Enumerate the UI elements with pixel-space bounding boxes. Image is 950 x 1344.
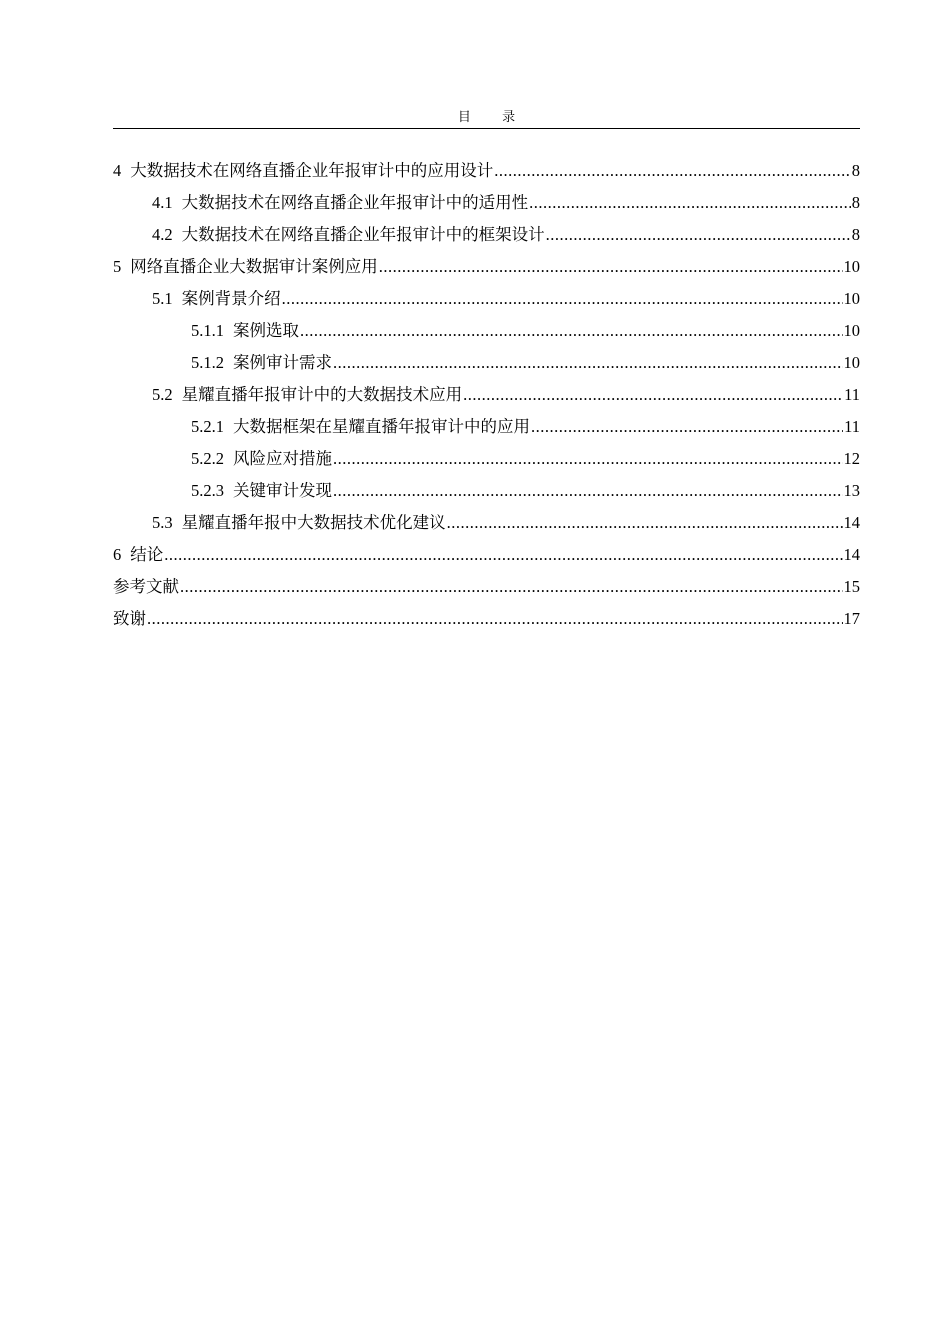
toc-dot-leader bbox=[333, 347, 843, 379]
toc-entry-title: 大数据技术在网络直播企业年报审计中的应用设计 bbox=[130, 161, 494, 180]
toc-entry-title: 风险应对措施 bbox=[233, 449, 332, 468]
toc-entry-number: 5.1.2 bbox=[191, 353, 224, 372]
toc-entry-page: 11 bbox=[844, 417, 860, 436]
toc-dot-leader bbox=[546, 219, 851, 251]
toc-dot-leader bbox=[463, 379, 843, 411]
toc-entry-number: 5.1 bbox=[152, 289, 173, 308]
toc-dot-leader bbox=[180, 571, 843, 603]
toc-entry-title: 结论 bbox=[130, 545, 164, 564]
toc-entry[interactable] bbox=[113, 219, 860, 251]
toc-entry-number: 5.3 bbox=[152, 513, 173, 532]
page-header-title: 目 录 bbox=[113, 106, 860, 129]
toc-dot-leader bbox=[164, 539, 842, 571]
toc-entry[interactable] bbox=[113, 251, 860, 283]
toc-entry-number: 5.2.1 bbox=[191, 417, 224, 436]
toc-entry-number: 5.1.1 bbox=[191, 321, 224, 340]
toc-dot-leader bbox=[147, 603, 843, 635]
table-of-contents bbox=[113, 155, 860, 635]
toc-entry[interactable] bbox=[113, 283, 860, 315]
toc-entry-title: 参考文献 bbox=[113, 577, 179, 596]
toc-entry[interactable] bbox=[113, 379, 860, 411]
toc-entry[interactable] bbox=[113, 443, 860, 475]
toc-entry-page: 8 bbox=[851, 193, 860, 212]
toc-entry[interactable] bbox=[113, 603, 860, 635]
toc-entry-number: 5 bbox=[113, 257, 122, 276]
toc-dot-leader bbox=[531, 411, 843, 443]
toc-entry-title: 星耀直播年报审计中的大数据技术应用 bbox=[181, 385, 463, 404]
toc-entry-title: 星耀直播年报中大数据技术优化建议 bbox=[181, 513, 446, 532]
toc-entry-number: 4 bbox=[113, 161, 122, 180]
toc-entry[interactable] bbox=[113, 155, 860, 187]
toc-dot-leader bbox=[333, 475, 843, 507]
toc-entry-title: 案例背景介绍 bbox=[181, 289, 281, 308]
toc-entry-page: 10 bbox=[843, 353, 860, 372]
toc-entry[interactable] bbox=[113, 539, 860, 571]
toc-entry-title: 案例选取 bbox=[233, 321, 299, 340]
toc-entry[interactable] bbox=[113, 315, 860, 347]
toc-entry-title: 大数据框架在星耀直播年报审计中的应用 bbox=[233, 417, 530, 436]
toc-entry-page: 14 bbox=[843, 545, 860, 564]
toc-entry-title: 案例审计需求 bbox=[233, 353, 332, 372]
toc-entry-page: 10 bbox=[843, 321, 860, 340]
toc-entry[interactable] bbox=[113, 187, 860, 219]
toc-entry[interactable] bbox=[113, 475, 860, 507]
toc-dot-leader bbox=[447, 507, 843, 539]
toc-entry-page: 15 bbox=[843, 577, 860, 596]
toc-entry-page: 8 bbox=[851, 161, 860, 180]
toc-entry-number: 5.2.2 bbox=[191, 449, 224, 468]
toc-dot-leader bbox=[379, 251, 843, 283]
toc-entry-page: 14 bbox=[843, 513, 860, 532]
toc-entry-title: 网络直播企业大数据审计案例应用 bbox=[130, 257, 378, 276]
toc-entry-page: 17 bbox=[843, 609, 860, 628]
toc-dot-leader bbox=[494, 155, 851, 187]
toc-entry[interactable] bbox=[113, 571, 860, 603]
toc-dot-leader bbox=[333, 443, 843, 475]
toc-entry-title: 致谢 bbox=[113, 609, 146, 628]
toc-entry-number: 5.2.3 bbox=[191, 481, 224, 500]
toc-dot-leader bbox=[300, 315, 843, 347]
toc-entry-title: 大数据技术在网络直播企业年报审计中的适用性 bbox=[181, 193, 529, 212]
toc-entry-number: 4.1 bbox=[152, 193, 173, 212]
toc-entry-title: 关键审计发现 bbox=[233, 481, 332, 500]
toc-entry[interactable] bbox=[113, 411, 860, 443]
toc-entry-title: 大数据技术在网络直播企业年报审计中的框架设计 bbox=[181, 225, 545, 244]
toc-entry-page: 10 bbox=[843, 289, 860, 308]
toc-entry-number: 5.2 bbox=[152, 385, 173, 404]
toc-entry-page: 11 bbox=[844, 385, 860, 404]
toc-entry-number: 4.2 bbox=[152, 225, 173, 244]
toc-dot-leader bbox=[282, 283, 843, 315]
toc-entry-page: 10 bbox=[843, 257, 860, 276]
toc-entry[interactable] bbox=[113, 347, 860, 379]
toc-entry-page: 12 bbox=[843, 449, 860, 468]
toc-entry-number: 6 bbox=[113, 545, 122, 564]
toc-dot-leader bbox=[529, 187, 851, 219]
toc-entry-page: 13 bbox=[843, 481, 860, 500]
toc-entry-page: 8 bbox=[851, 225, 860, 244]
toc-entry[interactable] bbox=[113, 507, 860, 539]
